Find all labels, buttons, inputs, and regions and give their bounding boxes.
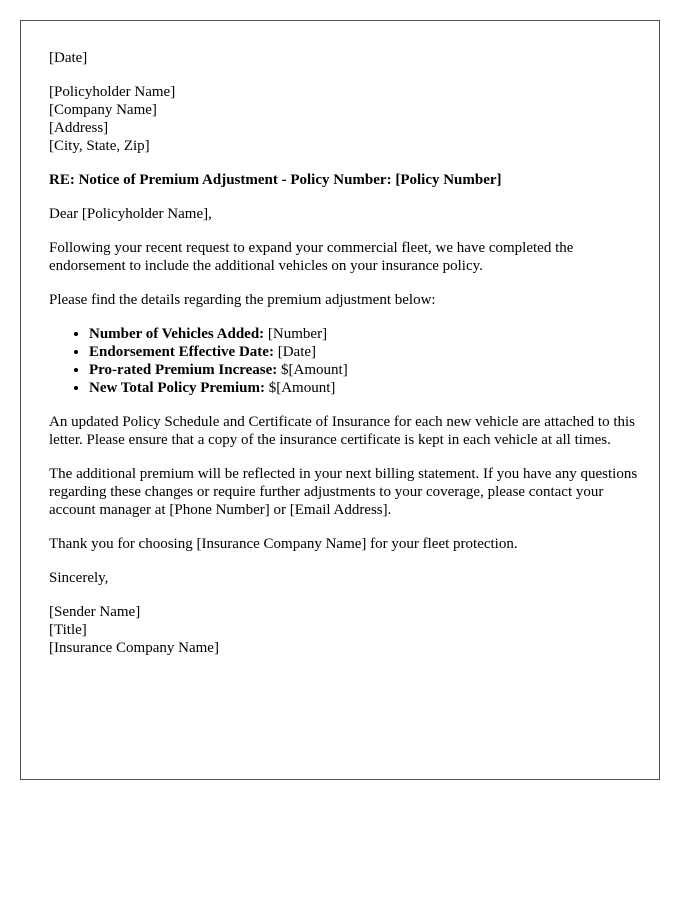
detail-item-effective-date — [89, 343, 639, 361]
detail-item-premium-increase — [89, 361, 639, 379]
detail-label: Endorsement Effective Date: — [89, 344, 274, 360]
paragraph-billing: The additional premium will be reflected in your next billing statement. If you have any questions regarding these changes or require further adjustments to your coverage, please contact your account manager at [Phone Number] or [Email Address]. — [49, 466, 638, 518]
subject-line: RE: Notice of Premium Adjustment - Policy Number: [Policy Number] — [49, 172, 502, 188]
recipient-name: [Policyholder Name] — [49, 84, 176, 100]
recipient-block — [49, 83, 639, 155]
detail-value: [Date] — [277, 344, 317, 360]
sender-name: [Sender Name] — [49, 604, 141, 620]
recipient-city-state-zip: [City, State, Zip] — [49, 138, 150, 154]
detail-label: New Total Policy Premium: — [89, 380, 265, 396]
paragraph-thanks: Thank you for choosing [Insurance Company Name] for your fleet protection. — [49, 536, 518, 552]
closing: Sincerely, — [49, 570, 109, 586]
detail-value: $[Amount] — [268, 380, 336, 396]
detail-item-total-premium — [89, 379, 639, 397]
salutation: Dear [Policyholder Name], — [49, 206, 212, 222]
sender-title: [Title] — [49, 622, 87, 638]
signature-block — [49, 603, 639, 657]
recipient-company: [Company Name] — [49, 102, 157, 118]
detail-value: $[Amount] — [281, 362, 348, 378]
detail-label: Number of Vehicles Added: — [89, 326, 265, 342]
letter-page — [20, 20, 660, 780]
detail-value: [Number] — [267, 326, 328, 342]
detail-label: Pro-rated Premium Increase: — [89, 362, 278, 378]
letter-body — [49, 49, 639, 673]
letter-date: [Date] — [49, 50, 88, 66]
recipient-address: [Address] — [49, 120, 109, 136]
paragraph-intro: Following your recent request to expand your commercial fleet, we have completed the endorsement to include the additional vehicles on your insurance policy. — [49, 240, 574, 274]
paragraph-attachments: An updated Policy Schedule and Certificate of Insurance for each new vehicle are attached to this letter. Please ensure that a copy of the insurance certificate is kept in each vehicle at all times. — [49, 414, 636, 448]
paragraph-details-intro: Please find the details regarding the premium adjustment below: — [49, 292, 436, 308]
premium-details-list — [49, 325, 639, 397]
detail-item-vehicles-added — [89, 325, 639, 343]
sender-company: [Insurance Company Name] — [49, 640, 219, 656]
